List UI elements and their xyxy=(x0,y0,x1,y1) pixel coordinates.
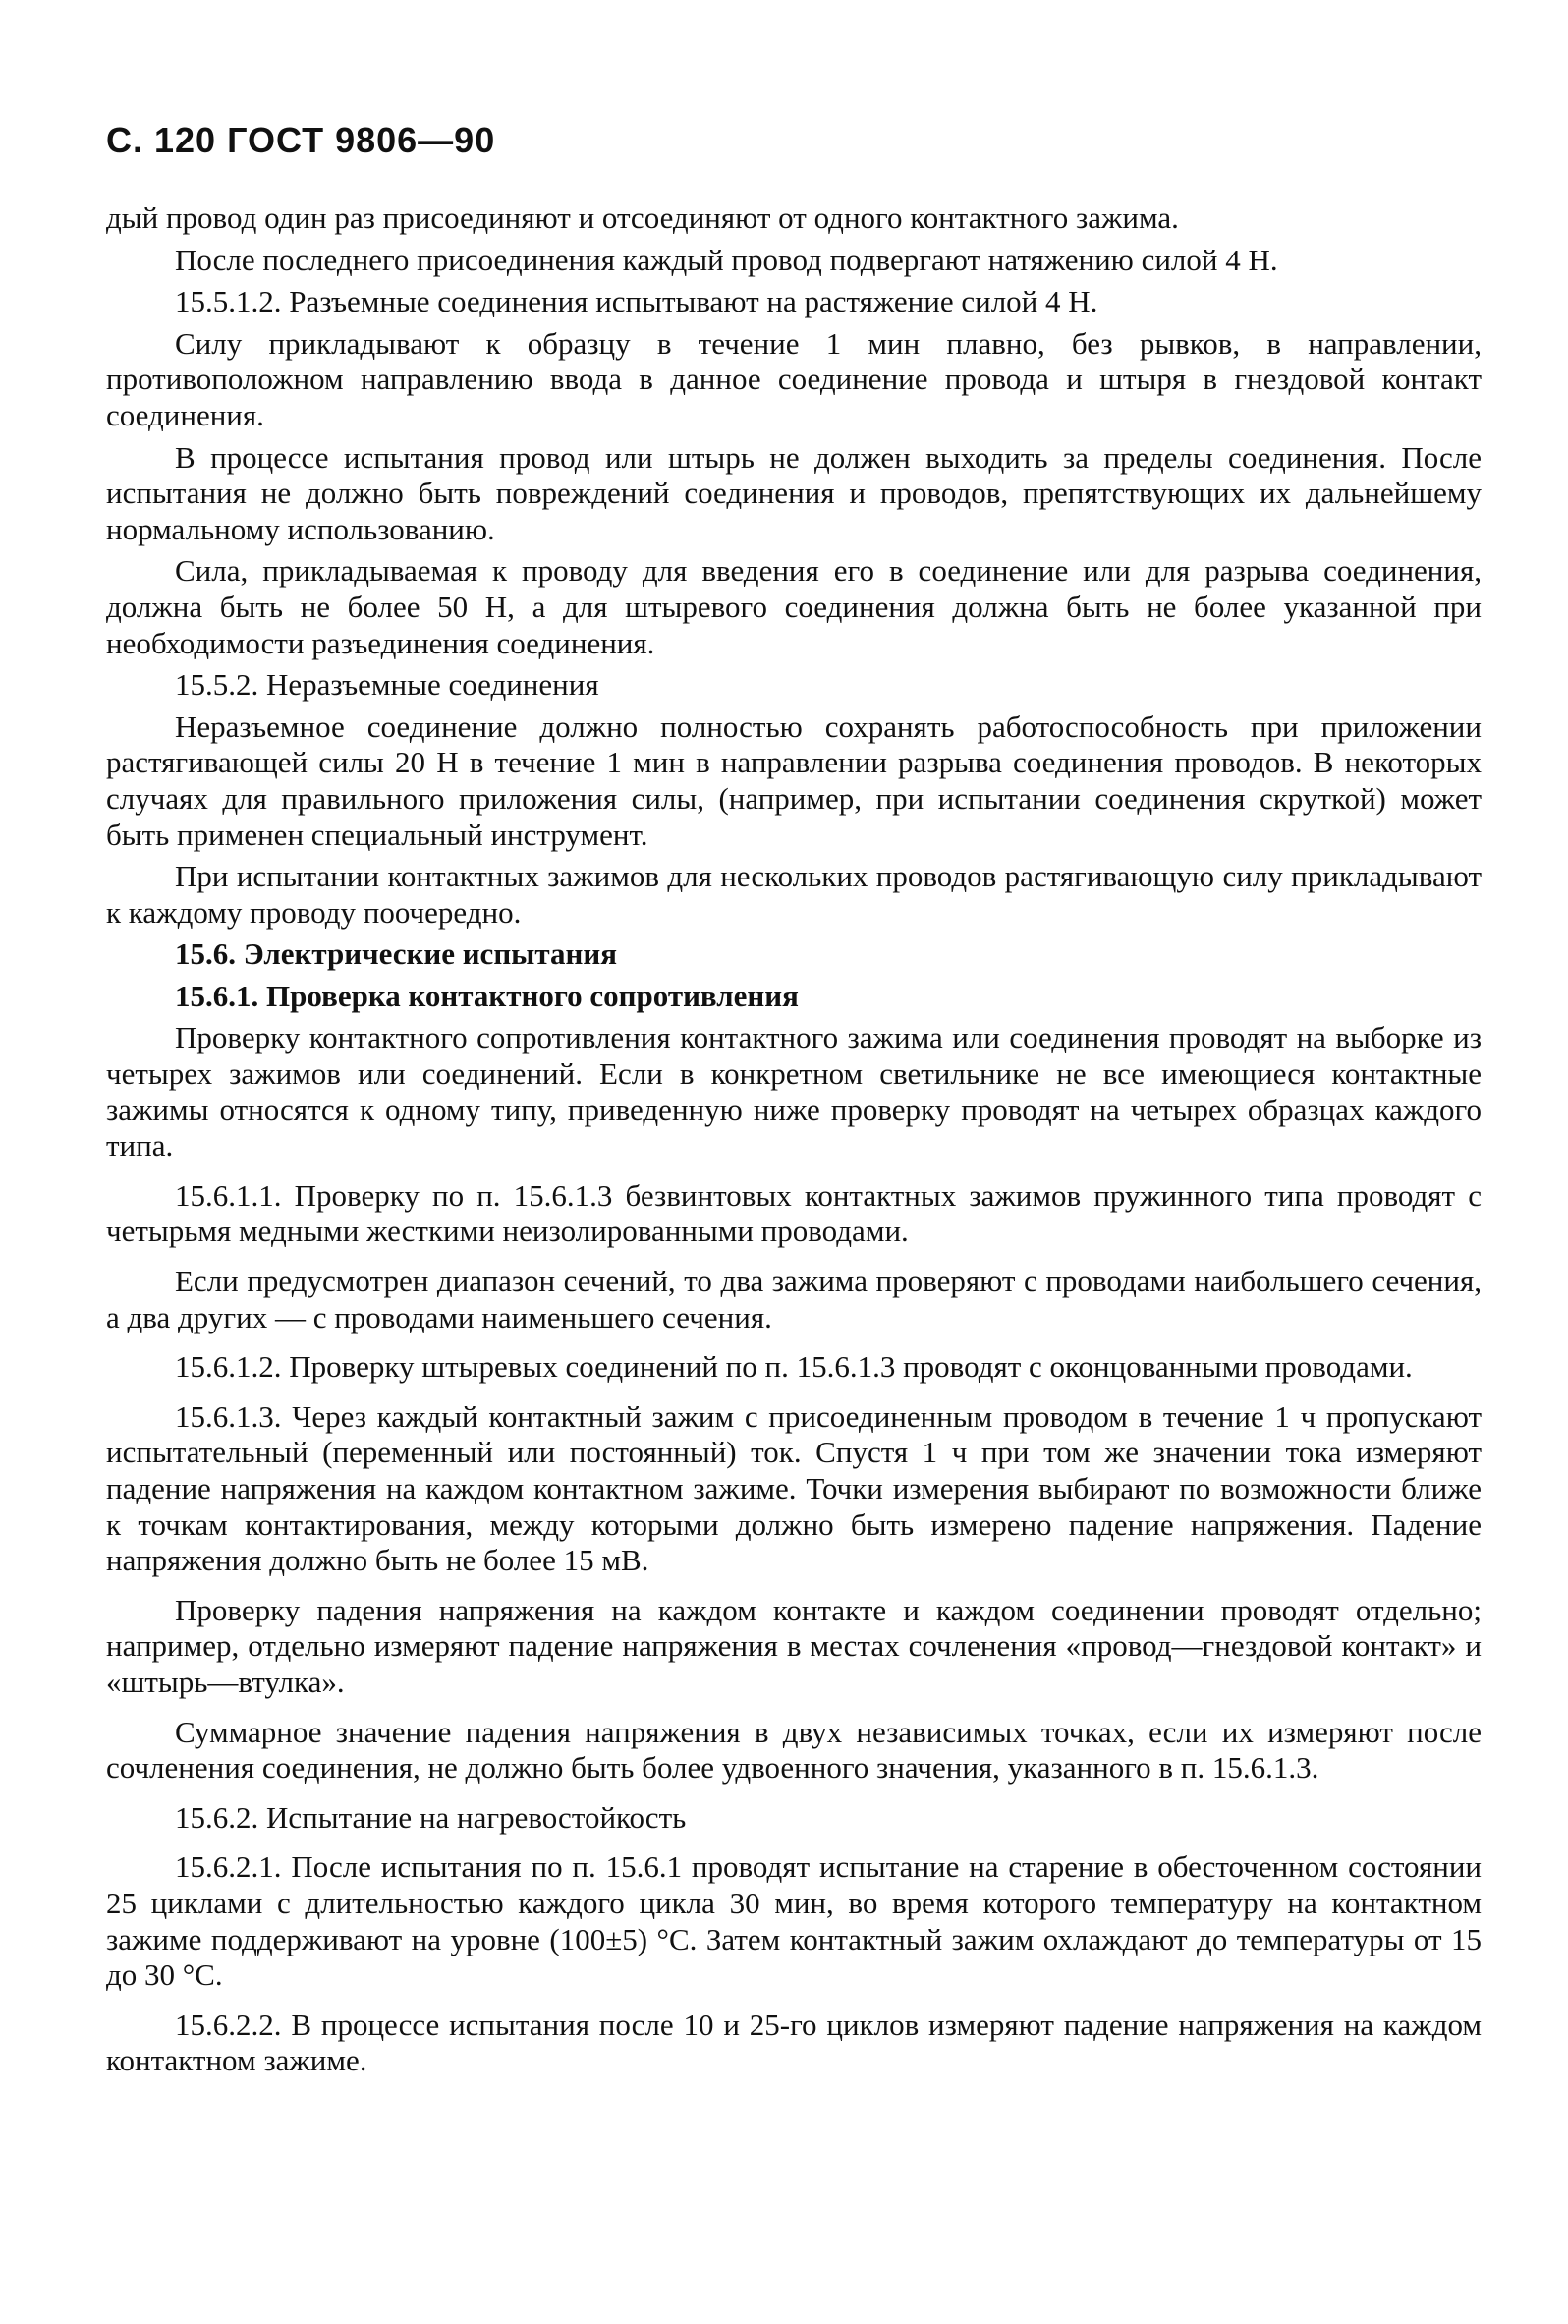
paragraph: 15.6.1.2. Проверку штыревых соединений по п. 15.6.1.3 проводят с оконцованными проводами. xyxy=(175,1349,1413,1385)
paragraph: 15.6.1.1. Проверку по п. 15.6.1.3 безвинтовых контактных зажимов пружинного типа проводят с четырьмя медными жесткими неизолированными проводами. xyxy=(106,1177,1482,1249)
paragraph: После последнего присоединения каждый провод подвергают натяжению силой 4 Н. xyxy=(175,242,1278,277)
paragraph: Проверку контактного сопротивления контактного зажима или соединения проводят на выборке из четырех зажимов или соединений. Если в конкретном светильнике не все имеющиеся контактные зажимы относятся к одному типу, приведенную ниже проверку проводят на четырех образцах каждого типа. xyxy=(106,1020,1482,1163)
paragraph: При испытании контактных зажимов для нескольких проводов растягивающую силу прикладывают к каждому проводу поочередно. xyxy=(106,859,1482,930)
paragraph: В процессе испытания провод или штырь не должен выходить за пределы соединения. После испытания не должно быть повреждений соединения и проводов, препятствующих их дальнейшему нормальному использованию. xyxy=(106,439,1482,546)
paragraph: Если предусмотрен диапазон сечений, то два зажима проверяют с проводами наибольшего сечения, а два других — с проводами наименьшего сечения. xyxy=(106,1264,1482,1334)
paragraph: 15.6.2.1. После испытания по п. 15.6.1 проводят испытание на старение в обесточенном состоянии 25 циклами с длительностью каждого цикла 30 мин, во время которого температуру на контактном зажиме поддерживают на уровне (100±5) °С. Затем контактный зажим охлаждают до температуры от 15 до 30 °С. xyxy=(106,1849,1482,1993)
paragraph: дый провод один раз присоединяют и отсоединяют от одного контактного зажима. xyxy=(106,200,1179,235)
section-heading: 15.6.2. Испытание на нагревостойкость xyxy=(175,1799,687,1835)
section-heading: 15.6.1. Проверка контактного сопротивления xyxy=(175,978,799,1013)
paragraph: 15.6.1.3. Через каждый контактный зажим с присоединенным проводом в течение 1 ч пропускают испытательный (переменный или постоянный) ток. Спустя 1 ч при том же значении тока измеряют падение напряжения на каждом контактном зажиме. Точки измерения выбирают по возможности ближе к точкам контактирования, между которыми должно быть измерено падение напряжения. Падение напряжения должно быть не более 15 мВ. xyxy=(106,1398,1482,1578)
paragraph: Проверку падения напряжения на каждом контакте и каждом соединении проводят отдельно; например, отдельно измеряют падение напряжения в местах сочленения «провод—гнездовой контакт» и «штырь—втулка». xyxy=(106,1592,1482,1699)
paragraph: Силу прикладывают к образцу в течение 1 мин плавно, без рывков, в направлении, противоположном направлению ввода в данное соединение провода и штыря в гнездовой контакт соединения. xyxy=(106,325,1482,432)
paragraph: Неразъемное соединение должно полностью сохранять работоспособность при приложении растягивающей силы 20 Н в течение 1 мин в направлении разрыва соединения проводов. В некоторых случаях для правильного приложения силы, (например, при испытании соединения скруткой) может быть применен специальный инструмент. xyxy=(106,709,1482,852)
section-heading: 15.6. Электрические испытания xyxy=(175,936,617,972)
section-heading: 15.5.1.2. Разъемные соединения испытывают на растяжение силой 4 Н. xyxy=(175,284,1098,319)
paragraph: Сила, прикладываемая к проводу для введения его в соединение или для разрыва соединения, должна быть не более 50 Н, а для штыревого соединения должна быть не более указанной при необходимости разъединения соединения. xyxy=(106,553,1482,660)
document-page xyxy=(106,120,1482,2085)
paragraph: Суммарное значение падения напряжения в двух независимых точках, если их измеряют после сочленения соединения, не должно быть более удвоенного значения, указанного в п. 15.6.1.3. xyxy=(106,1714,1482,1786)
paragraph: 15.6.2.2. В процессе испытания после 10 и 25-го циклов измеряют падение напряжения на каждом контактном зажиме. xyxy=(106,2007,1482,2078)
document-body xyxy=(106,200,1482,2079)
page-header: С. 120 ГОСТ 9806—90 xyxy=(106,120,496,160)
section-heading: 15.5.2. Неразъемные соединения xyxy=(175,667,599,703)
